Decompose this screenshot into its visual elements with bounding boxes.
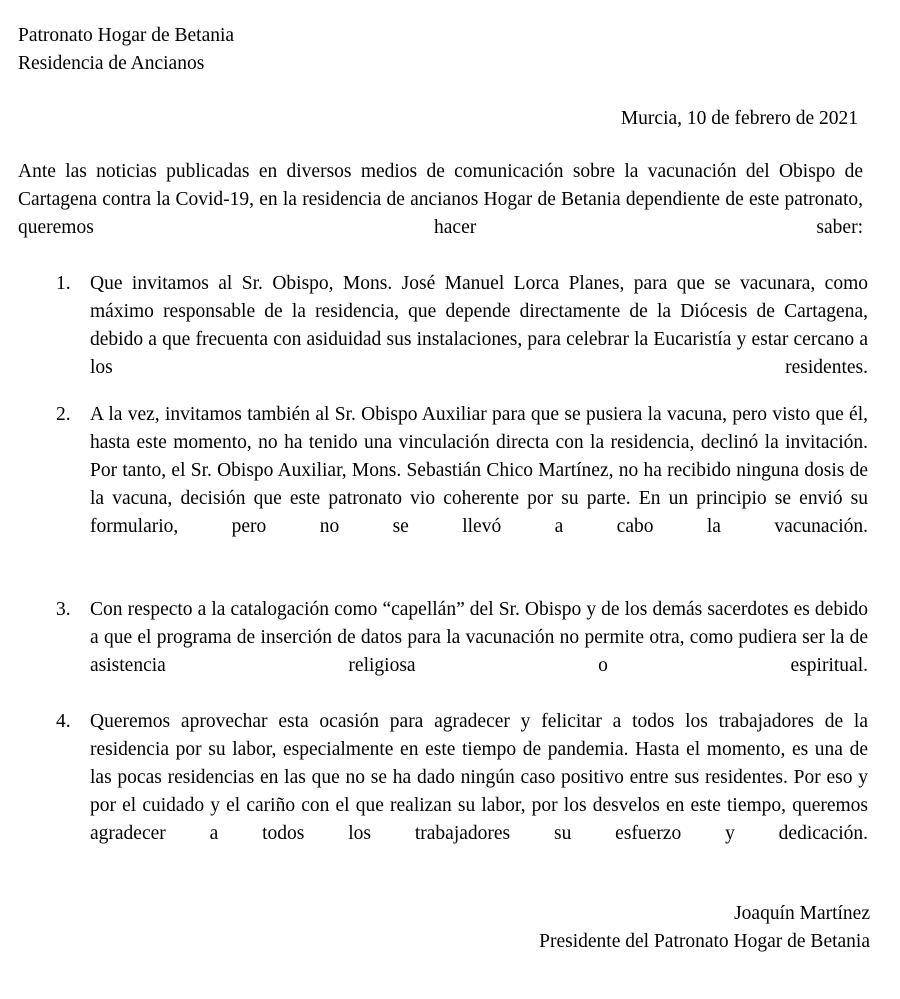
organization-name: Patronato Hogar de Betania	[18, 25, 235, 46]
list-item-number: 1.	[56, 273, 71, 294]
intro-paragraph: Ante las noticias publicadas en diversos medios de comunicación sobre la vacunación del Obispo de Cartagena contra la Covid-19, en la residencia de ancianos Hogar de Betania dependiente de este patronato, queremos hacer saber:	[18, 161, 863, 238]
signatory-title: Presidente del Patronato Hogar de Betania	[539, 931, 870, 952]
signatory-name: Joaquín Martínez	[734, 903, 870, 924]
list-item-number: 3.	[56, 599, 71, 620]
letter-date: Murcia, 10 de febrero de 2021	[620, 108, 858, 129]
list-item-number: 2.	[56, 404, 71, 425]
letter-header	[18, 22, 234, 78]
list-item-text: Que invitamos al Sr. Obispo, Mons. José Manuel Lorca Planes, para que se vacunara, como máximo responsable de la residencia, que depende directamente de la Diócesis de Cartagena, debido a que frecuenta con asiduidad sus instalaciones, para celebrar la Eucaristía y estar cercano a los residentes.	[90, 273, 868, 378]
organization-subtitle: Residencia de Ancianos	[18, 53, 205, 74]
list-item-number: 4.	[56, 711, 71, 732]
list-item-text: Queremos aprovechar esta ocasión para agradecer y felicitar a todos los trabajadores de la residencia por su labor, especialmente en este tiempo de pandemia. Hasta el momento, es una de las pocas residencias en las que no se ha dado ningún caso positivo entre sus residentes. Por eso y por el cuidado y el cariño con el que realizan su labor, por los desvelos en este tiempo, queremos agradecer a todos los trabajadores su esfuerzo y dedicación.	[90, 711, 868, 844]
signature-block	[539, 900, 870, 956]
list-item-text: Con respecto a la catalogación como “capellán” del Sr. Obispo y de los demás sacerdotes es debido a que el programa de inserción de datos para la vacunación no permite otra, como pudiera ser la de asistencia religiosa o espiritual.	[90, 599, 868, 676]
list-item-text: A la vez, invitamos también al Sr. Obispo Auxiliar para que se pusiera la vacuna, pero visto que él, hasta este momento, no ha tenido una vinculación directa con la residencia, declinó la invitación. Por tanto, el Sr. Obispo Auxiliar, Mons. Sebastián Chico Martínez, no ha recibido ninguna dosis de la vacuna, decisión que este patronato vio coherente por su parte. En un principio se envió su formulario, pero no se llevó a cabo la vacunación.	[90, 404, 868, 537]
